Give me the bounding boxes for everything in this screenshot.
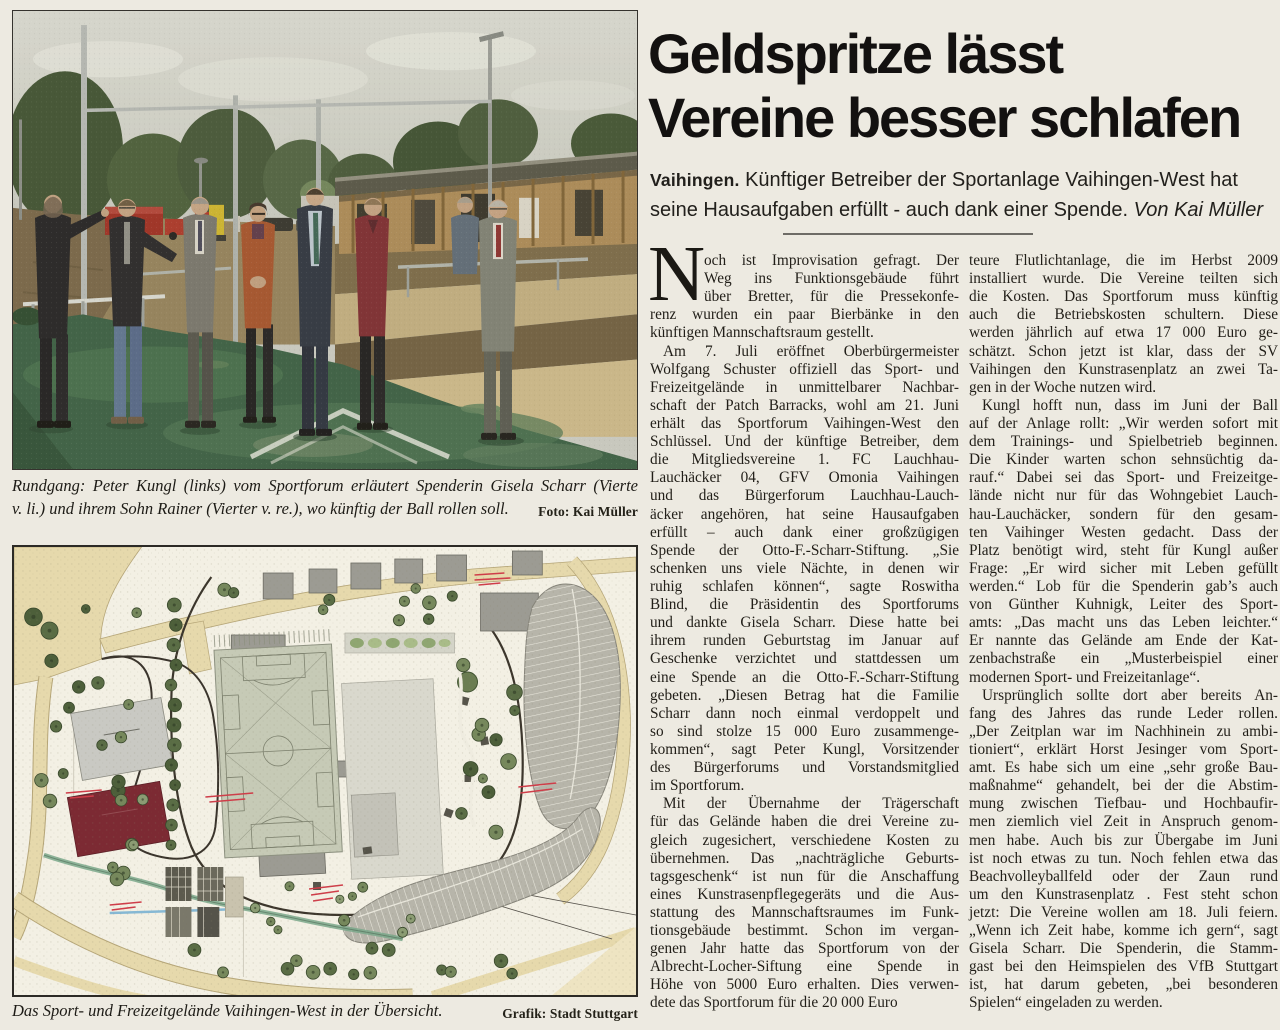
article-column-2 <box>969 252 1278 1013</box>
article-line: übernehmen. Das „nachträgliche Geburts- <box>650 849 959 867</box>
article-line: gleich zugesichert, verschiedene Kosten zu <box>650 831 959 849</box>
photo-caption-line1: Rundgang: Peter Kungl (links) vom Sportforum erläutert Spenderin Gisela Scharr (Vierte <box>12 476 638 495</box>
article-line: Freizeitgelände in unmittelbarer Nachbar- <box>650 378 959 396</box>
article-line: künftigen Mannschaftsraum gestellt. <box>650 324 874 342</box>
article-line: um den Kunstrasenplatz . Fest steht schon <box>969 885 1278 903</box>
article-line: Gisela Scharr. Die Spenderin, die Stamm- <box>969 940 1278 958</box>
article-line: schätzt. Schon jetzt ist klar, dass der SV <box>969 342 1278 360</box>
article-line: dem Trainings- und Spielbetrieb beginnen. <box>969 433 1278 451</box>
article-line: Ursprünglich sollte dort aber bereits An- <box>982 686 1278 704</box>
article-line: Die Kinder warten schon sehnsüchtig da- <box>969 451 1278 469</box>
article-line: von Günther Kuhnigk, Leiter des Sport- <box>969 596 1278 614</box>
article-line: werden jährlich auf etwa 17 000 Euro ge- <box>969 324 1278 342</box>
photo-caption <box>12 474 638 520</box>
article-body <box>650 252 1280 1016</box>
article-column-1 <box>650 252 959 1013</box>
article-line: Schlüssel. Und der künftige Betreiber, dem <box>650 433 959 451</box>
article-line: tioniert“, erklärt Horst Jesinger vom Sport- <box>969 740 1278 758</box>
article-line: jetzt: Die Vereine wollen am 18. Juli feiern. <box>969 903 1278 921</box>
article-line: „Der Zeitplan war im Nachhinein zu ambi- <box>969 722 1278 740</box>
article-line: gen in der Woche nutzen wird. <box>969 378 1157 396</box>
article-line: Blind, die Präsidentin des Sportforums <box>650 596 959 614</box>
photo-credit: Foto: Kai Müller <box>538 504 638 519</box>
article-line: ist, hat darum gebeten, „bei besonderen <box>969 976 1278 994</box>
article-line: och ist Improvisation gefragt. Der <box>704 252 959 269</box>
byline: Von Kai Müller <box>1133 199 1263 221</box>
article-line: äcker angehören, hat seine Hausaufgaben <box>650 505 959 523</box>
article-line: Höhe von 5000 Euro erhalten. Dies verwen- <box>650 976 959 994</box>
article-line: fang des Jahres das runde Leder rollen. <box>969 704 1278 722</box>
article-line: zenbachstraße ein „Musterbeispiel einer <box>969 650 1278 668</box>
article-line: Albrecht-Locher-Siftung eine Spende in <box>650 958 959 976</box>
article-line: Platz benötigt wird, steht für Kungl außer <box>969 541 1278 559</box>
article-line: mung zwischen Tiefbau- und Hochbaufir- <box>969 795 1278 813</box>
drop-cap: N <box>648 231 706 318</box>
article-line: stattung des Mannschaftsraumes im Funk- <box>650 903 959 921</box>
article-line: hau-Lauchäcker, sondern für den gesam- <box>969 505 1278 523</box>
headline <box>648 22 1278 150</box>
article-line: und das Bürgerforum Lauchhau-Lauch- <box>650 487 959 505</box>
site-plan-map <box>12 545 638 997</box>
photo-sportfield <box>12 10 638 470</box>
article-line: des Bürgerforums und Vorstandsmitglied <box>650 759 959 777</box>
article-line: kommen“, sagt Peter Kungl, Vorsitzender <box>650 740 959 758</box>
article-line: tagsgeschenk“ ist nun für die Anschaffung <box>650 867 959 885</box>
article-line: Er nannte das Gelände am Ende der Kat- <box>969 632 1278 650</box>
article-line: Vaihingen den Kunstrasenplatz an zwei Ta- <box>969 360 1278 378</box>
article-line: auch die Betriebskosten schultern. Diese <box>969 306 1278 324</box>
map-caption <box>12 999 638 1022</box>
article-line: und dankte Gisela Scharr. Diese hatte bei <box>650 614 959 632</box>
article-line: auf der Anlage rollt: „Wir werden sofort mit <box>969 414 1278 432</box>
article-line: ten Vaihinger Westen gedacht. Dass der <box>969 523 1278 541</box>
headline-line2: Vereine besser schlafen <box>648 86 1241 149</box>
article-line: Geschenke verzichtet und stattdessen um <box>650 650 959 668</box>
article-line: „Wenn ich Zeit habe, komme ich gern“, sagt <box>969 922 1278 940</box>
standfirst-text-2: seine Hausaufgaben erfüllt - auch dank einer Spende. <box>650 199 1129 221</box>
article-line: Spielen“ eingeladen zu werden. <box>969 994 1163 1012</box>
article-line: ist noch etwas zu tun. Noch fehlen etwa das <box>969 849 1278 867</box>
article-line: installiert wurde. Die Vereine teilten sich <box>969 270 1278 288</box>
article-line: im Sportforum. <box>650 777 745 795</box>
article-line: lände nicht nur für das Wohngebiet Lauch- <box>969 487 1278 505</box>
map-credit: Grafik: Stadt Stuttgart <box>502 1006 638 1021</box>
map-caption-text: Das Sport- und Freizeitgelände Vaihingen-West in der Übersicht. <box>12 1001 443 1020</box>
headline-line1: Geldspritze lässt <box>648 22 1063 85</box>
article-line: amt. Es habe sich um eine „sehr große Bau- <box>969 759 1278 777</box>
article-line: für das Gelände haben die drei Vereine zu- <box>650 813 959 831</box>
standfirst-text-1: Künftiger Betreiber der Sportanlage Vaihingen-West hat <box>745 169 1238 191</box>
section-divider <box>783 233 1033 235</box>
article-line: Scharr dann noch einmal verdoppelt und <box>650 704 959 722</box>
article-line: Mit der Übernahme der Trägerschaft <box>663 795 959 813</box>
article-line: ihrem runden Geburtstag im Januar auf <box>650 632 959 650</box>
article-line: Beachvolleyballfeld oder der Zaun rund <box>969 867 1278 885</box>
article-line: gast bei den Heimspielen des VfB Stuttgart <box>969 958 1278 976</box>
article-line: rauf.“ Dabei sei das Sport- und Freizeitge- <box>969 469 1278 487</box>
article-line: tionsgebäude bestimmt. Schon im vergan- <box>650 922 959 940</box>
article-line: gebeten. „Diesen Betrag hat die Familie <box>650 686 959 704</box>
kicker: Vaihingen. <box>650 170 740 190</box>
article-line: maßnahme“ gehandelt, bei der die Abstim- <box>969 777 1278 795</box>
article-line: Frage: „Er wird sicher mit Leben gefüllt <box>969 559 1278 577</box>
article-line: ruhig schlafen können“, sagte Roswitha <box>650 577 959 595</box>
article-line: schenken uns viele Nächte, in denen wir <box>650 559 959 577</box>
article-line: Spende der Otto-F.-Scharr-Stiftung. „Sie <box>650 541 959 559</box>
article-line: dete das Sportforum für die 20 000 Euro <box>650 994 898 1012</box>
article-line: werden.“ Lob für die Spenderin gab’s auch <box>969 577 1278 595</box>
article-line: schaft der Patch Barracks, wohl am 21. Juni <box>650 396 959 414</box>
article-line: die Kosten. Das Sportforum muss künftig <box>969 288 1278 306</box>
article-line: teure Flutlichtanlage, die im Herbst 2009 <box>969 252 1278 269</box>
article-line: modernen Sport- und Freizeitanlage“. <box>969 668 1201 686</box>
article-line: renz wurden ein paar Bierbänke in den <box>650 306 959 324</box>
article-line: erhält das Sportforum Vaihingen-West den <box>650 414 959 432</box>
standfirst <box>650 165 1278 225</box>
article-line: eine Spende an die Otto-F.-Scharr-Stiftung <box>650 668 959 686</box>
article-line: men habe. Auch bis zur Übergabe im Juni <box>969 831 1278 849</box>
photo-caption-line2: v. li.) und ihrem Sohn Rainer (Vierter v. re.), wo künftig der Ball rollen soll. <box>12 499 509 518</box>
article-line: so sind stolze 15 000 Euro zusammenge- <box>650 722 959 740</box>
article-line: eines Kunstrasenpflegegeräts und die Aus- <box>650 885 959 903</box>
article-line: Am 7. Juli eröffnet Oberbürgermeister <box>663 342 959 360</box>
article-line: die Mitgliedsvereine 1. FC Lauchhau- <box>650 451 959 469</box>
article-line: amts: „Das macht uns das Leben leichter.“ <box>969 614 1278 632</box>
article-line: Kungl hofft nun, dass im Juni der Ball <box>982 396 1278 414</box>
article-line: über Bretter, für die Pressekonfe- <box>704 288 959 306</box>
article-line: Lauchäcker 04, GFV Omonia Vaihingen <box>650 469 959 487</box>
article-line: men ziemlich viel Zeit in Anspruch genom- <box>969 813 1278 831</box>
article-line: genen Jahr hatte das Sportforum von der <box>650 940 959 958</box>
article-line: erfüllt – auch dank einer großzügigen <box>650 523 959 541</box>
article-line: Weg ins Funktionsgebäude führt <box>704 270 959 288</box>
article-line: Wolfgang Schuster offiziell das Sport- und <box>650 360 959 378</box>
